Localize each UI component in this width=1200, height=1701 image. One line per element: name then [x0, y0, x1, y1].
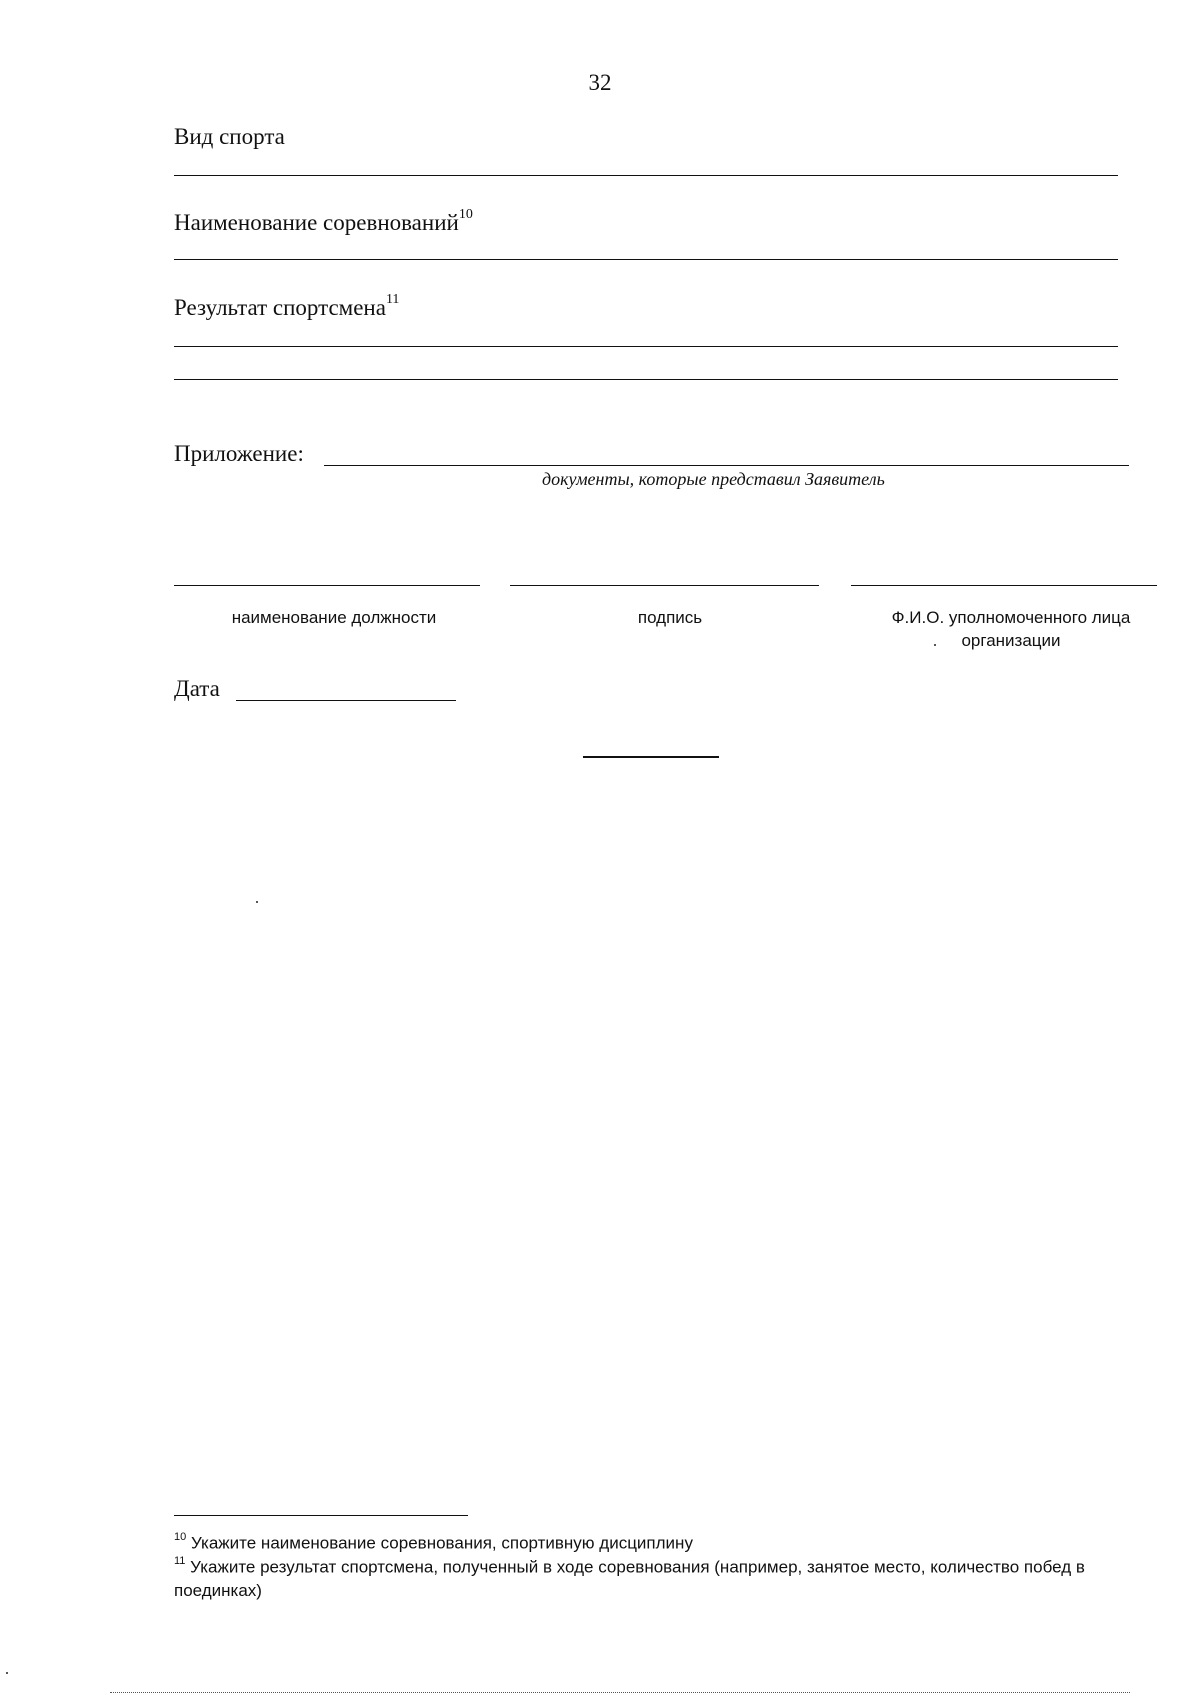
footnote-11-text: Укажите результат спортсмена, полученный в ходе соревнования (например, занятое место, количество побед в поединках): [174, 1557, 1085, 1600]
name-caption-line-2: организации: [961, 631, 1061, 650]
position-line: [174, 585, 480, 586]
date-label-text: Дата: [174, 676, 220, 701]
footnote-10: [174, 1528, 1114, 1555]
scan-speck: [256, 901, 258, 903]
competition-line: [174, 259, 1118, 260]
competition-label-text: Наименование соревнований: [174, 210, 459, 235]
attachment-caption: документы, которые представил Заявитель: [542, 469, 885, 489]
name-line: [851, 585, 1157, 586]
footnote-ref-11: 11: [385, 292, 400, 308]
sport-label-text: Вид спорта: [174, 124, 285, 149]
scan-speck: [934, 644, 936, 646]
attachment-line: [324, 465, 1129, 466]
footnote-ref-10: 10: [458, 207, 473, 223]
name-caption-line-1: Ф.И.О. уполномоченного лица: [891, 608, 1131, 627]
end-separator: [583, 756, 719, 758]
date-label: [174, 676, 220, 702]
scan-speck: [6, 1672, 8, 1674]
page-number: 32: [588, 70, 612, 95]
signature-line: [510, 585, 819, 586]
competition-label: [174, 207, 473, 236]
result-line-2: [174, 379, 1118, 380]
date-line: [236, 700, 456, 701]
sport-label: [174, 124, 285, 150]
name-caption: [851, 606, 1171, 652]
result-label-text: Результат спортсмена: [174, 295, 386, 320]
footnote-10-mark: 10: [174, 1531, 187, 1543]
signature-caption: подпись: [637, 608, 703, 627]
attachment-label-text: Приложение:: [174, 441, 304, 466]
position-caption: наименование должности: [231, 608, 437, 627]
result-line-1: [174, 346, 1118, 347]
footnote-11-mark: 11: [174, 1555, 186, 1567]
scan-edge: [110, 1692, 1130, 1693]
result-label: [174, 292, 400, 321]
footnote-separator: [174, 1515, 468, 1516]
footnote-10-text: Укажите наименование соревнования, спортивную дисциплину: [190, 1533, 693, 1553]
footnote-11: [174, 1552, 1114, 1602]
sport-line: [174, 175, 1118, 176]
attachment-label: [174, 441, 304, 467]
